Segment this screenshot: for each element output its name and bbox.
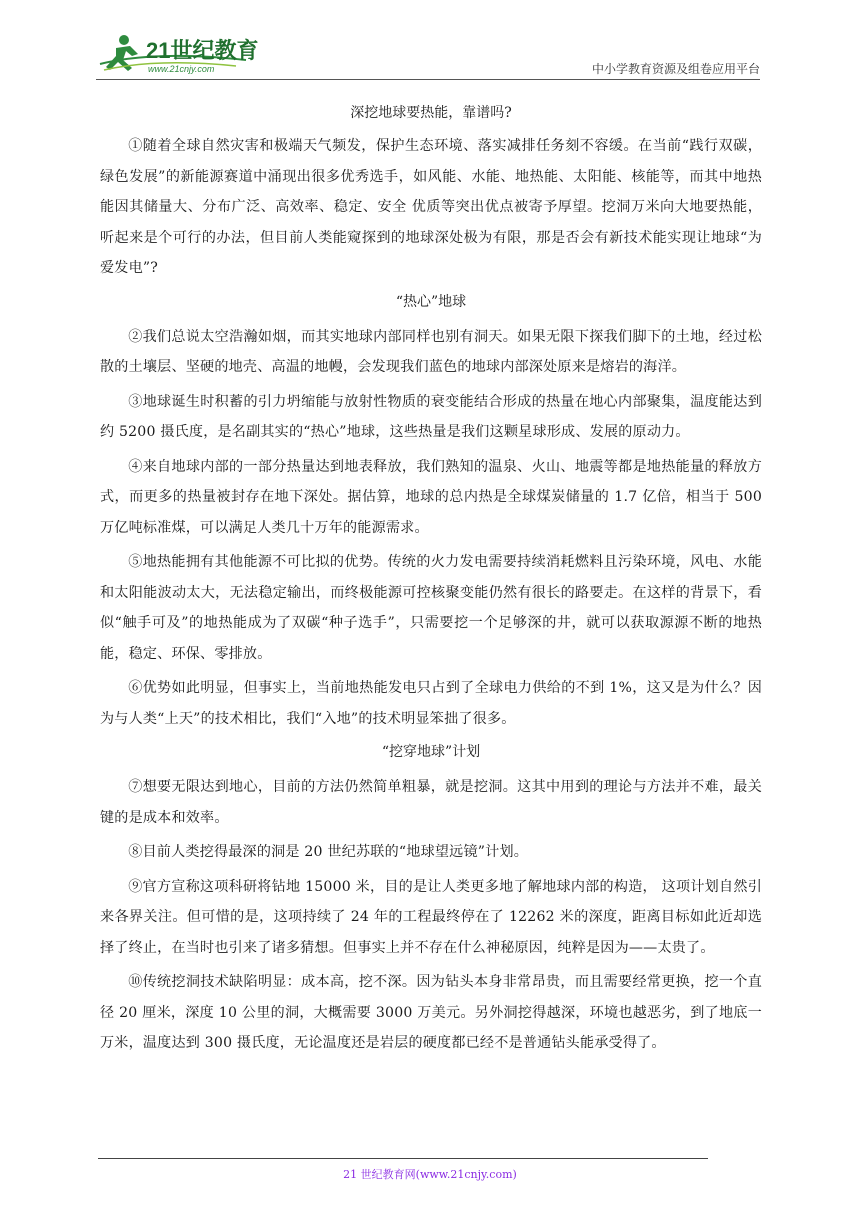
paragraph: ⑧目前人类挖得最深的洞是 20 世纪苏联的“地球望远镜”计划。 (128, 844, 529, 860)
section-heading: “挖穿地球”计划 (381, 744, 481, 760)
paragraph: ④来自地球内部的一部分热量达到地表释放，我们熟知的温泉、火山、地震等都是地热能量的释放方式，而更多的热量被封存在地下深处。据估算，地球的总内热是全球煤炭储量的 1.7 亿倍，相当于 500 万亿吨标准煤，可以满足人类几十万年的能源需求。 (100, 458, 762, 536)
header-platform-name: 中小学教育资源及组卷应用平台 (591, 62, 760, 76)
article-body (100, 99, 762, 1063)
paragraph: ⑩传统挖洞技术缺陷明显：成本高，挖不深。因为钻头本身非常昂贵，而且需要经常更换，挖一个直径 20 厘米，深度 10 公里的洞，大概需要 3000 万美元。另外洞挖得越深，环境也越恶劣，到了地底一万米，温度达到 300 摄氏度，无论温度还是岩层的硬度都已经不是普通钻头能承受得了。 (100, 974, 762, 1051)
footer-divider (98, 1158, 708, 1159)
paragraph: ②我们总说太空浩瀚如烟，而其实地球内部同样也别有洞天。如果无限下探我们脚下的土地，经过松散的土壤层、坚硬的地壳、高温的地幔，会发现我们蓝色的地球内部深处原来是熔岩的海洋。 (100, 328, 762, 375)
paragraph: ⑨官方宣称这项科研将钻地 15000 米，目的是让人类更多地了解地球内部的构造， 这项计划自然引来各界关注。但可惜的是，这项持续了 24 年的工程最终停在了 12262 米的深度，距离目标如此近却选择了终止，在当时也引来了诸多猜想。但事实上并不存在什么神秘原因，纯粹是因为——太贵了。 (100, 878, 762, 956)
article-title: 深挖地球要热能，靠谱吗? (350, 105, 512, 121)
section-heading: “热心”地球 (395, 293, 467, 310)
logo-21cnjy-icon (96, 30, 266, 78)
page-header (96, 30, 760, 80)
paragraph: ③地球诞生时积蓄的引力坍缩能与放射性物质的衰变能结合形成的热量在地心内部聚集，温度能达到约 5200 摄氏度，是名副其实的“热心”地球，这些热量是我们这颗星球形成、发展的原动力。 (100, 393, 762, 440)
paragraph: ⑦想要无限达到地心，目前的方法仍然简单粗暴，就是挖洞。这其中用到的理论与方法并不难，最关键的是成本和效率。 (100, 779, 762, 826)
paragraph: ⑤地热能拥有其他能源不可比拟的优势。传统的火力发电需要持续消耗燃料且污染环境，风电、水能和太阳能波动太大，无法稳定输出，而终极能源可控核聚变能仍然有很长的路要走。在这样的背景下，看似“触手可及”的地热能成为了双碳“种子选手”，只需要挖一个足够深的井，就可以获取源源不断的地热能，稳定、环保、零排放。 (100, 554, 762, 662)
paragraph: ①随着全球自然灾害和极端天气频发，保护生态环境、落实减排任务刻不容缓。在当前“践行双碳，绿色发展”的新能源赛道中涌现出很多优秀选手，如风能、水能、地热能、太阳能、核能等，而其中地热能因其储量大、分布广泛、高效率、稳定、安全 优质等突出优点被寄予厚望。挖洞万米向大地要热能，听起来是个可行的办法，但目前人类能窥探到的地球深处极为有限，那是否会有新技术能实现让地球“为爱发电”? (100, 138, 762, 276)
header-divider (96, 79, 760, 80)
logo-text: 21世纪教育 (146, 38, 259, 63)
paragraph: ⑥优势如此明显，但事实上，当前地热能发电只占到了全球电力供给的不到 1%，这又是为什么？因为与人类“上天”的技术相比，我们“入地”的技术明显笨拙了很多。 (100, 680, 762, 727)
footer-link[interactable]: 21 世纪教育网(www.21cnjy.com) (343, 1168, 517, 1181)
logo-url: www.21cnjy.com (148, 64, 215, 74)
